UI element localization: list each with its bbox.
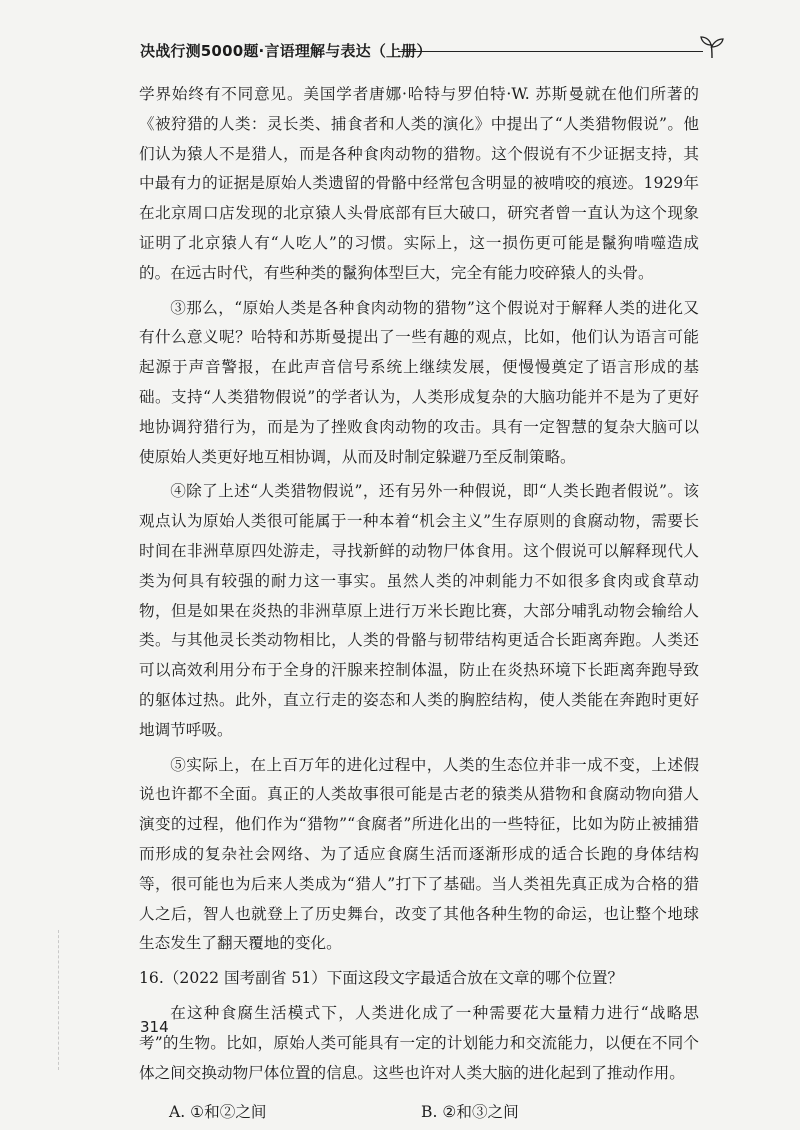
- answer-options: [139, 1098, 699, 1128]
- paragraph-2-continued: 学界始终有不同意见。美国学者唐娜·哈特与罗伯特·W. 苏斯曼就在他们所著的《被狩猎的人类：灵长类、捕食者和人类的演化》中提出了“人类猎物假说”。他们认为猿人不是猎人，而是各种食肉动物的猎物。这个假说有不少证据支持，其中最有力的证据是原始人类遗留的骨骼中经常包含明显的被啃咬的痕迹。1929年在北京周口店发现的北京猿人头骨底部有巨大破口，研究者曾一直认为这个现象证明了北京猿人有“人吃人”的习惯。实际上，这一损伤更可能是鬣狗啃噬造成的。在远古时代，有些种类的鬣狗体型巨大，完全有能力咬碎猿人的头骨。: [139, 85, 699, 282]
- sprout-icon: [699, 34, 725, 60]
- page-content: [139, 80, 699, 1128]
- book-title: 决战行测5000题·言语理解与表达（上册）: [140, 42, 432, 60]
- paragraph-4: ④除了上述“人类猎物假说”，还有另外一种假说，即“人类长跑者假说”。该观点认为原始人类很可能属于一种本着“机会主义”生存原则的食腐动物，需要长时间在非洲草原四处游走，寻找新鲜的动物尸体食用。这个假说可以解释现代人类为何具有较强的耐力这一事实。虽然人类的冲刺能力不如很多食肉或食草动物，但是如果在炎热的非洲草原上进行万米长跑比赛，大部分哺乳动物会输给人类。与其他灵长类动物相比，人类的骨骼与韧带结构更适合长距离奔跑。人类还可以高效利用分布于全身的汗腺来控制体温，防止在炎热环境下长距离奔跑导致的躯体过热。此外，直立行走的姿态和人类的胸腔结构，使人类能在奔跑时更好地调节呼吸。: [139, 482, 699, 739]
- question-passage: 在这种食腐生活模式下，人类进化成了一种需要花大量精力进行“战略思考”的生物。比如，原始人类可能具有一定的计划能力和交流能力，以便在不同个体之间交换动物尸体位置的信息。这些也许对人类大脑的进化起到了推动作用。: [139, 1003, 699, 1082]
- header-rule: [398, 51, 703, 52]
- paragraph-3: ③那么，“原始人类是各种食肉动物的猎物”这个假说对于解释人类的进化又有什么意义呢？哈特和苏斯曼提出了一些有趣的观点，比如，他们认为语言可能起源于声音警报，在此声音信号系统上继续发展，便慢慢奠定了语言形成的基础。支持“人类猎物假说”的学者认为，人类形成复杂的大脑功能并不是为了更好地协调狩猎行为，而是为了挫败食肉动物的攻击。具有一定智慧的复杂大脑可以使原始人类更好地互相协调，从而及时制定躲避乃至反制策略。: [139, 298, 699, 466]
- page-number: 314: [140, 1018, 169, 1036]
- option-b[interactable]: B. ②和③之间: [421, 1103, 519, 1122]
- question-stem: 16.（2022 国考副省 51）下面这段文字最适合放在文章的哪个位置？: [139, 969, 624, 988]
- option-a[interactable]: A. ①和②之间: [169, 1103, 267, 1122]
- binding-edge: [58, 930, 59, 1070]
- running-header: [140, 34, 725, 64]
- paragraph-5: ⑤实际上，在上百万年的进化过程中，人类的生态位并非一成不变，上述假说也许都不全面。真正的人类故事很可能是古老的猿类从猎物和食腐动物向猎人演变的过程，他们作为“猎物”“食腐者”所进化出的一些特征，比如为防止被捕猎而形成的复杂社会网络、为了适应食腐生活而逐渐形成的适合长跑的身体结构等，很可能也为后来人类成为“猎人”打下了基础。当人类祖先真正成为合格的猎人之后，智人也就登上了历史舞台，改变了其他各种生物的命运，也让整个地球生态发生了翻天覆地的变化。: [139, 755, 699, 953]
